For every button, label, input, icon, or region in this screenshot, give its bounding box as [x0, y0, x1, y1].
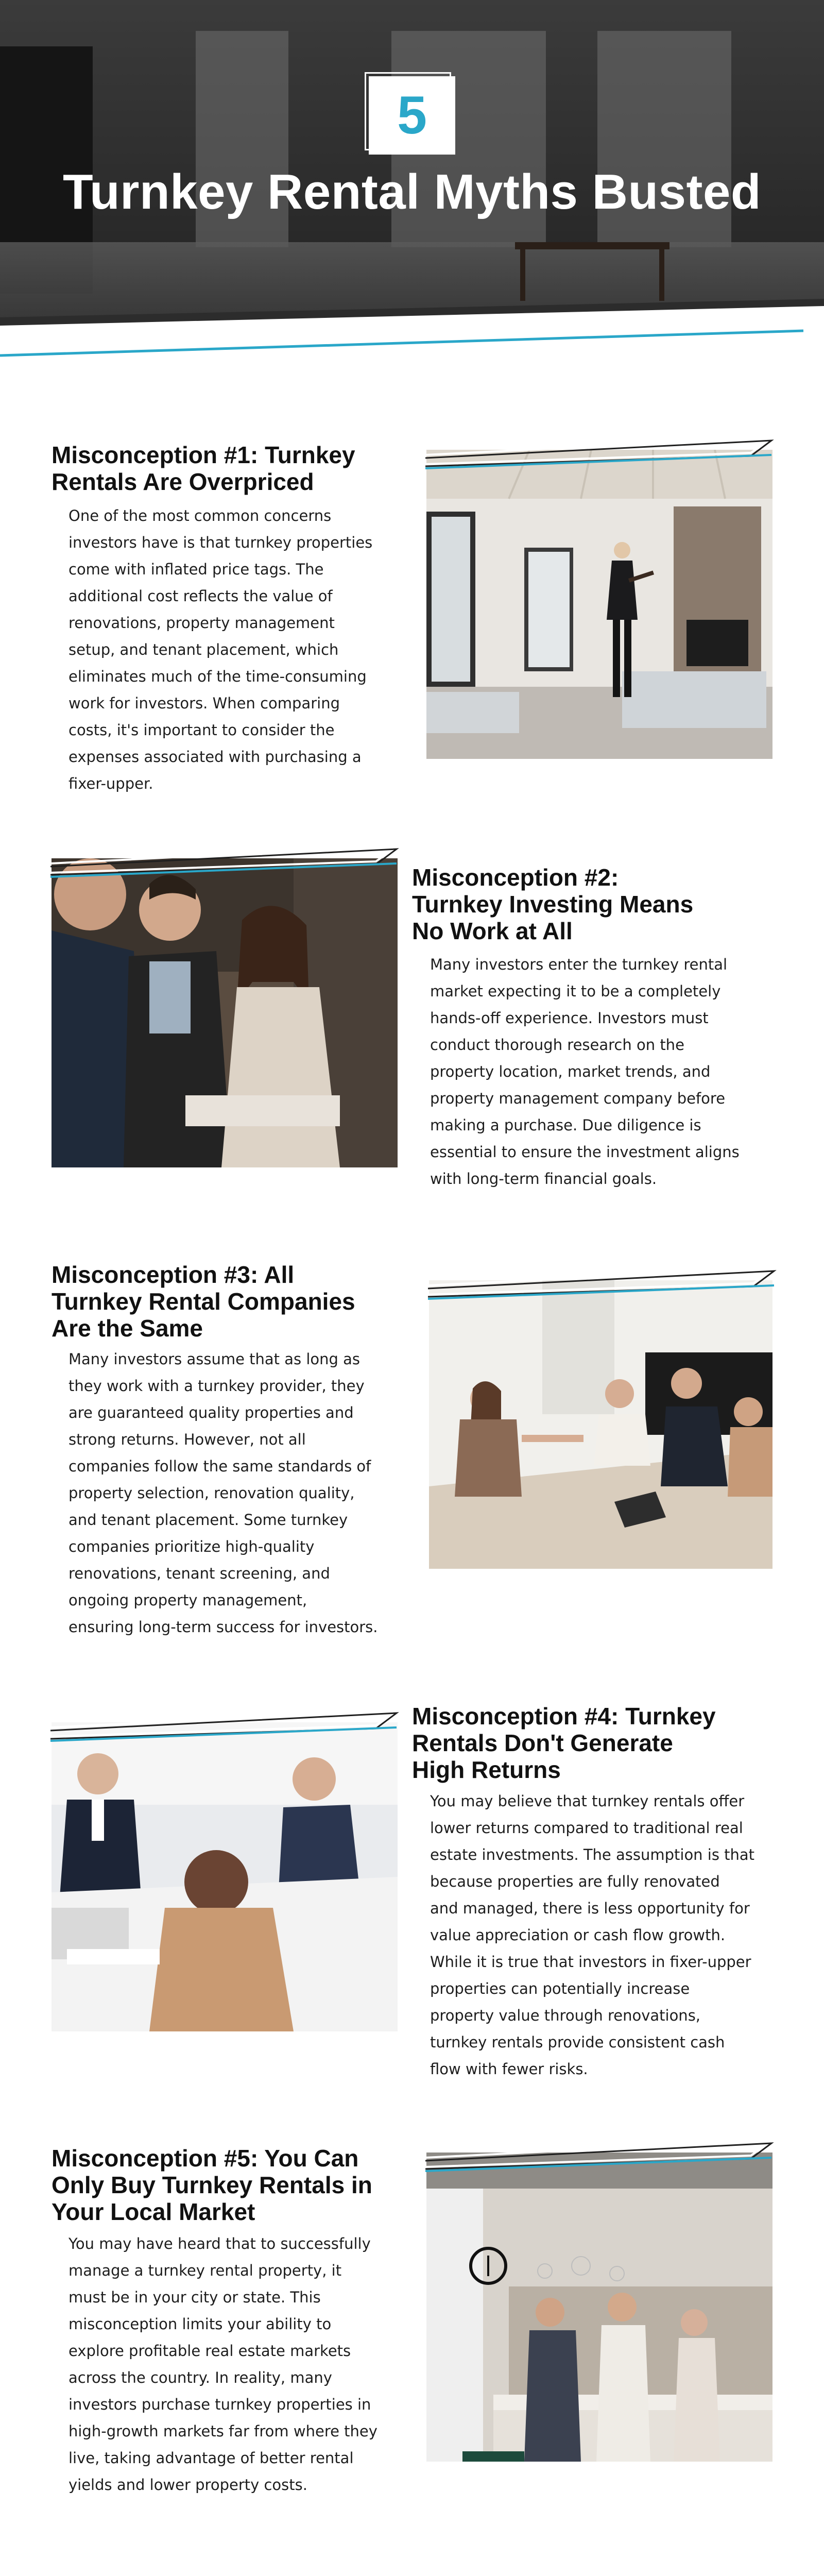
section-title	[412, 1703, 716, 1783]
section-body	[430, 951, 740, 1192]
body-line: Many investors enter the turnkey rental	[430, 956, 728, 973]
body-line: fixer-upper.	[68, 775, 153, 792]
body-line: market expecting it to be a completely	[430, 982, 721, 1000]
section-body	[68, 1346, 378, 1640]
body-line: live, taking advantage of better rental	[68, 2449, 354, 2467]
body-line: and tenant placement. Some turnkey	[68, 1511, 348, 1529]
body-line: flow with fewer risks.	[430, 2060, 588, 2078]
section-title-line: Turnkey Investing Means	[412, 891, 694, 918]
body-line: misconception limits your ability to	[68, 2315, 332, 2333]
photo-frame-accent	[46, 1707, 402, 1743]
body-line: because properties are fully renovated	[430, 1873, 720, 1890]
body-line: manage a turnkey rental property, it	[68, 2262, 342, 2279]
section-title-line: Your Local Market	[52, 2198, 255, 2225]
body-line: You may believe that turnkey rentals offer	[430, 1792, 745, 1810]
body-line: must be in your city or state. This	[68, 2289, 321, 2306]
body-line: conduct thorough research on the	[430, 1036, 684, 1054]
body-line: ensuring long-term success for investors.	[68, 1618, 378, 1636]
section-title-line: High Returns	[412, 1756, 561, 1783]
body-line: eliminates much of the time-consuming	[68, 668, 367, 685]
body-line: renovations, tenant screening, and	[68, 1565, 330, 1582]
photo-woman-with-clipboard	[426, 450, 772, 759]
section-title-line: Are the Same	[52, 1315, 203, 1342]
body-line: come with inflated price tags. The	[68, 561, 324, 578]
photo-frame-accent	[421, 2137, 777, 2173]
body-line: making a purchase. Due diligence is	[430, 1116, 701, 1134]
section-title-line: Rentals Don't Generate	[412, 1730, 673, 1756]
section-title-line: Only Buy Turnkey Rentals in	[52, 2172, 372, 2198]
body-line: ongoing property management,	[68, 1591, 307, 1609]
body-line: turnkey rentals provide consistent cash	[430, 2033, 725, 2051]
body-line: property management company before	[430, 1090, 726, 1107]
body-line: across the country. In reality, many	[68, 2369, 332, 2386]
body-line: essential to ensure the investment aligns	[430, 1143, 740, 1161]
section-body	[430, 1788, 754, 2082]
section-title	[52, 442, 355, 495]
photo-frame-accent	[421, 434, 777, 470]
section-title	[52, 1261, 355, 1342]
body-line: property selection, renovation quality,	[68, 1484, 355, 1502]
body-line: properties can potentially increase	[430, 1980, 690, 1997]
myth-count-badge: 5	[369, 76, 455, 155]
section-title-line: Rentals Are Overpriced	[52, 468, 314, 495]
body-line: renovations, property management	[68, 614, 335, 632]
photo-consultation-meeting	[52, 1722, 398, 2031]
section-title-line: Misconception #3: All	[52, 1261, 295, 1288]
body-line: with long-term financial goals.	[430, 1170, 657, 1188]
body-line: yields and lower property costs.	[68, 2476, 307, 2494]
body-line: value appreciation or cash flow growth.	[430, 1926, 726, 1944]
hero-photo-table-leg	[520, 249, 525, 301]
body-line: While it is true that investors in fixer-upper	[430, 1953, 751, 1971]
body-line: Many investors assume that as long as	[68, 1350, 360, 1368]
photo-frame-accent	[46, 843, 402, 879]
body-line: work for investors. When comparing	[68, 694, 340, 712]
section-title	[412, 864, 693, 944]
body-line: lower returns compared to traditional real	[430, 1819, 743, 1837]
hero-wave-divider	[0, 299, 824, 371]
page-title: Turnkey Rental Myths Busted	[63, 164, 761, 219]
body-line: investors purchase turnkey properties in	[68, 2396, 371, 2413]
section-title-line: Misconception #5: You Can	[52, 2145, 359, 2172]
body-line: and managed, there is less opportunity for	[430, 1900, 750, 1917]
body-line: they work with a turnkey provider, they	[68, 1377, 365, 1395]
section-body	[68, 502, 372, 797]
body-line: are guaranteed quality properties and	[68, 1404, 354, 1421]
photo-kitchen-group	[426, 2153, 772, 2462]
section-title	[52, 2145, 372, 2225]
section-body	[68, 2230, 377, 2498]
section-title-line: Misconception #4: Turnkey	[412, 1703, 716, 1730]
body-line: setup, and tenant placement, which	[68, 641, 339, 658]
body-line: costs, it's important to consider the	[68, 721, 335, 739]
hero-photo-table	[515, 242, 670, 249]
body-line: companies follow the same standards of	[68, 1458, 371, 1475]
body-line: You may have heard that to successfully	[68, 2235, 371, 2252]
body-line: hands-off experience. Investors must	[430, 1009, 709, 1027]
body-line: additional cost reflects the value of	[68, 587, 333, 605]
section-title-line: Misconception #2:	[412, 864, 619, 891]
section-title-line: No Work at All	[412, 918, 573, 944]
footer-wave-divider	[0, 2571, 824, 2576]
body-line: estate investments. The assumption is that	[430, 1846, 755, 1863]
body-line: high-growth markets far from where they	[68, 2422, 377, 2440]
photo-business-handshake	[429, 1280, 772, 1589]
section-title-line: Turnkey Rental Companies	[52, 1288, 355, 1315]
body-line: One of the most common concerns	[68, 507, 332, 524]
photo-frame-accent	[424, 1265, 779, 1301]
section-title-line: Misconception #1: Turnkey	[52, 442, 355, 468]
body-line: property location, market trends, and	[430, 1063, 711, 1080]
body-line: strong returns. However, not all	[68, 1431, 306, 1448]
hero-photo-table-leg	[659, 249, 664, 301]
body-line: property value through renovations,	[430, 2007, 701, 2024]
body-line: companies prioritize high-quality	[68, 1538, 315, 1555]
photo-couple-with-agent	[52, 858, 398, 1167]
body-line: expenses associated with purchasing a	[68, 748, 362, 766]
body-line: investors have is that turnkey properties	[68, 534, 373, 551]
body-line: explore profitable real estate markets	[68, 2342, 351, 2360]
